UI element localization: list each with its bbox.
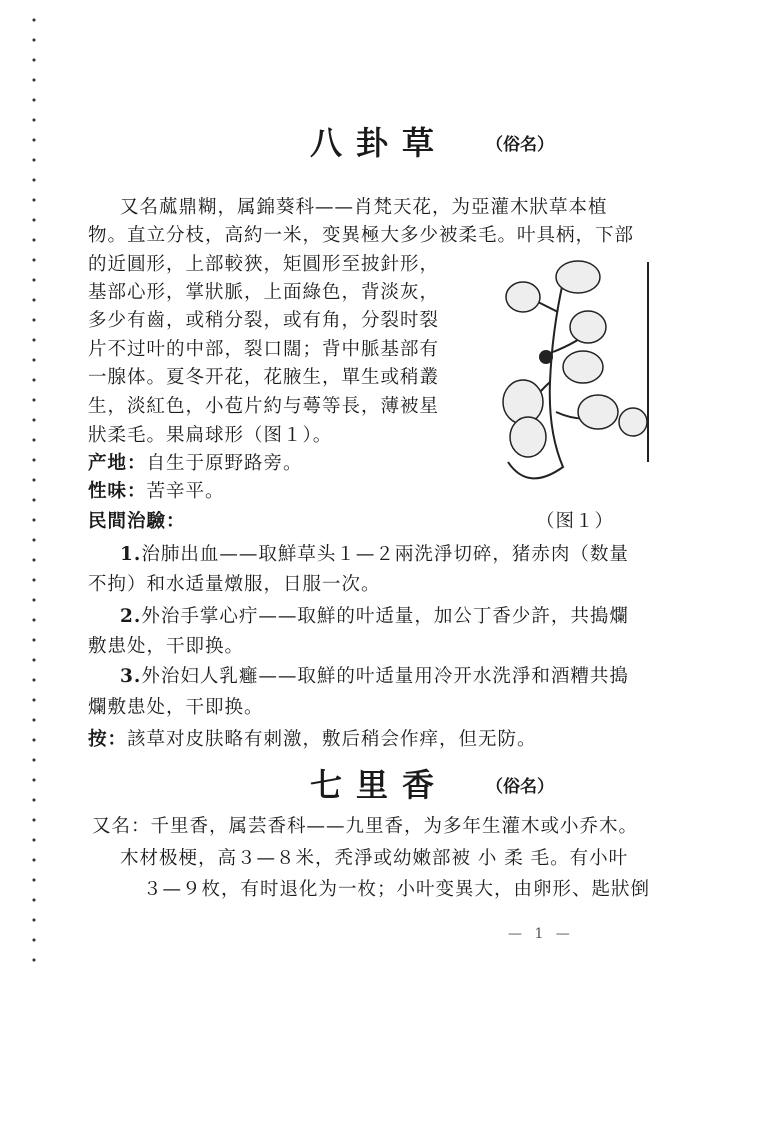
- taste-text: 苦辛平。: [146, 481, 225, 502]
- figure-caption: （图１）: [536, 511, 615, 532]
- remedy-text: 外治妇人乳癰——取鮮的叶适量用冷开水洗淨和酒糟共搗: [141, 666, 629, 687]
- remedy-item: [120, 665, 629, 689]
- remedy-number: 2.: [120, 606, 142, 627]
- remedy-number: 1.: [120, 544, 142, 565]
- note-line: [88, 728, 537, 752]
- remedy-number: 3.: [120, 666, 142, 687]
- section-title: 七里香: [310, 766, 449, 804]
- section-title: 八卦草: [310, 124, 449, 162]
- text-line: 的近圓形，上部較狹，矩圓形至披針形，: [88, 254, 440, 275]
- text-line: 物。直立分枝，高約一米，变異極大多少被柔毛。叶具柄，下部: [88, 225, 635, 246]
- binding-holes: [30, 10, 38, 970]
- page-number: — 1 —: [508, 926, 574, 942]
- text-line: ３—９枚，有时退化为一枚；小叶变異大，由卵形、匙狀倒: [143, 879, 651, 900]
- origin-text: 自生于原野路旁。: [146, 453, 303, 474]
- note-label: 按：: [88, 729, 128, 750]
- text-line: 多少有齒，或稍分裂，或有角，分裂时裂: [88, 310, 440, 331]
- taste-label: 性味：: [88, 481, 147, 502]
- text-line: 又名蓏鼎糊，属錦葵科——肖梵天花，为亞灌木狀草本植: [120, 197, 608, 218]
- remedy-text: 治肺出血——取鮮草头１—２兩洗淨切碎，猪赤肉（数量: [141, 544, 629, 565]
- remedy-item: [120, 605, 629, 629]
- text-line: 狀柔毛。果扁球形（图１）。: [88, 425, 333, 446]
- text-line: 基部心形，掌狀脈，上面綠色，背淡灰，: [88, 282, 440, 303]
- remedy-continuation: 爛敷患处，干即换。: [88, 697, 264, 718]
- remedy-continuation: 不拘）和水适量燉服，日服一次。: [88, 574, 381, 595]
- text-line: 一腺体。夏冬开花，花腋生，單生或稍叢: [88, 367, 440, 388]
- section-alias: （俗名）: [486, 135, 554, 155]
- remedies-heading: 民間治驗：: [88, 511, 186, 532]
- plant-illustration: [488, 252, 658, 502]
- text-line: 木材极梗，高３—８米，秃淨或幼嫩部被 小 柔 毛。有小叶: [120, 848, 629, 869]
- taste-line: [88, 480, 225, 504]
- origin-line: [88, 452, 303, 476]
- note-text: 該草对皮肤略有刺激，敷后稍会作痒，但无防。: [127, 729, 537, 750]
- text-line: 又名：千里香，属芸香科——九里香，为多年生灌木或小乔木。: [92, 816, 639, 837]
- section-alias: （俗名）: [486, 777, 554, 797]
- origin-label: 产地：: [88, 453, 147, 474]
- text-line: 片不过叶的中部，裂口闊；背中脈基部有: [88, 339, 440, 360]
- remedy-continuation: 敷患处，干即换。: [88, 636, 245, 657]
- remedy-text: 外治手掌心疔——取鮮的叶适量，加公丁香少許，共搗爛: [141, 606, 629, 627]
- remedy-item: [120, 543, 629, 567]
- text-line: 生，淡紅色，小苞片約与蕚等長，薄被星: [88, 396, 440, 417]
